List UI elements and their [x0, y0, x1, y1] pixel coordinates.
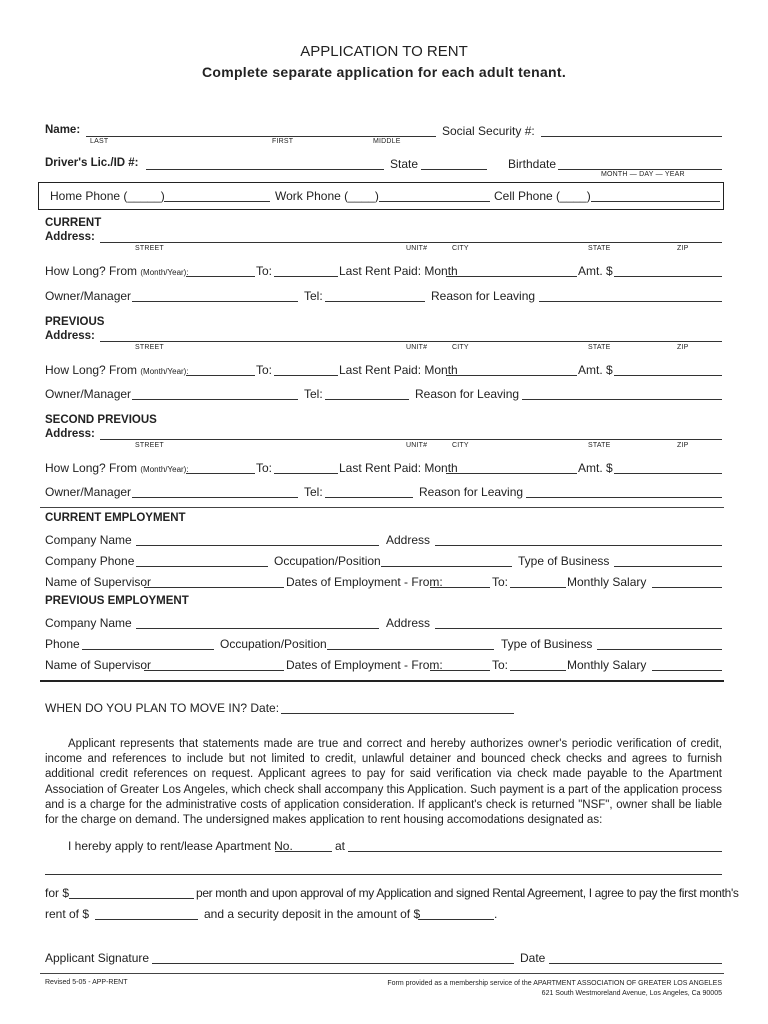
- second-previous-tel-field[interactable]: [325, 485, 413, 498]
- home-phone-field[interactable]: [164, 189, 270, 202]
- divider-move-in: [40, 680, 724, 682]
- previous-dates-from-field[interactable]: [430, 658, 490, 671]
- move-in-date-field[interactable]: [281, 701, 514, 714]
- month-year-hint: (Month/Year):: [140, 367, 189, 376]
- signature-label: Applicant Signature: [45, 951, 150, 965]
- current-last-rent-field[interactable]: [446, 264, 577, 277]
- current-address-heading: CURRENT: [45, 217, 102, 229]
- city-hint: CITY: [452, 245, 469, 252]
- state-hint: STATE: [588, 344, 611, 351]
- how-long-text: How Long? From: [45, 264, 138, 278]
- current-tel-label: Tel:: [304, 289, 323, 303]
- street-hint: STREET: [135, 442, 164, 449]
- previous-dates-to-field[interactable]: [510, 658, 566, 671]
- city-hint: CITY: [452, 442, 469, 449]
- unit-hint: UNIT#: [406, 442, 428, 449]
- previous-owner-label: Owner/Manager: [45, 387, 132, 401]
- previous-tel-label: Tel:: [304, 387, 323, 401]
- current-occupation-field[interactable]: [381, 554, 512, 567]
- footer-address: 621 South Westmoreland Avenue, Los Angeles, Ca 90005: [541, 990, 722, 997]
- second-previous-address-field[interactable]: [100, 427, 722, 440]
- second-previous-amt-field[interactable]: [614, 461, 722, 474]
- birthdate-label: Birthdate: [508, 157, 557, 171]
- second-previous-owner-label: Owner/Manager: [45, 485, 132, 499]
- second-previous-last-rent-field[interactable]: [446, 461, 577, 474]
- second-previous-to-label: To:: [256, 461, 273, 475]
- second-previous-owner-field[interactable]: [132, 485, 298, 498]
- previous-company-address-field[interactable]: [435, 616, 722, 629]
- footer-credit: [387, 979, 722, 999]
- state-hint: STATE: [588, 442, 611, 449]
- zip-hint: ZIP: [677, 245, 689, 252]
- previous-last-rent-label: Last Rent Paid: Month: [339, 363, 458, 377]
- previous-dates-to-label: To:: [492, 658, 509, 672]
- per-month-text: per month and upon approval of my Application and signed Rental Agreement, I agree to pay the first month's: [196, 886, 739, 900]
- previous-company-address-label: Address: [386, 616, 431, 630]
- footer-divider: [40, 973, 724, 974]
- unit-hint: UNIT#: [406, 344, 428, 351]
- current-supervisor-field[interactable]: [144, 575, 284, 588]
- previous-owner-field[interactable]: [132, 387, 298, 400]
- apartment-number-field[interactable]: [275, 839, 332, 852]
- previous-type-business-field[interactable]: [597, 637, 722, 650]
- current-company-address-field[interactable]: [435, 533, 722, 546]
- previous-dates-from-label: Dates of Employment - From:: [286, 658, 443, 672]
- current-dates-to-label: To:: [492, 575, 509, 589]
- name-field[interactable]: [86, 124, 436, 137]
- previous-type-business-label: Type of Business: [501, 637, 593, 651]
- current-employment-heading: CURRENT EMPLOYMENT: [45, 512, 186, 524]
- previous-address-heading: PREVIOUS: [45, 316, 105, 328]
- current-salary-field[interactable]: [652, 575, 722, 588]
- name-label: Name:: [45, 124, 81, 136]
- current-address-field[interactable]: [100, 230, 722, 243]
- current-tel-field[interactable]: [325, 289, 425, 302]
- previous-company-name-field[interactable]: [136, 616, 379, 629]
- previous-employment-heading: PREVIOUS EMPLOYMENT: [45, 595, 189, 607]
- second-previous-address-label: Address:: [45, 428, 95, 440]
- current-amt-field[interactable]: [614, 264, 722, 277]
- ssn-label: Social Security #:: [442, 124, 535, 138]
- cell-phone-field[interactable]: [591, 189, 720, 202]
- divider-employment: [40, 507, 724, 508]
- current-salary-label: Monthly Salary: [567, 575, 647, 589]
- current-supervisor-label: Name of Supervisor: [45, 575, 152, 589]
- current-owner-label: Owner/Manager: [45, 289, 132, 303]
- deposit-period: .: [494, 907, 498, 921]
- current-company-name-field[interactable]: [136, 533, 379, 546]
- for-label: for $: [45, 886, 70, 900]
- previous-amt-field[interactable]: [614, 363, 722, 376]
- previous-reason-field[interactable]: [522, 387, 722, 400]
- previous-to-label: To:: [256, 363, 273, 377]
- home-phone-label: Home Phone (_____): [50, 189, 165, 203]
- current-last-rent-label: Last Rent Paid: Month: [339, 264, 458, 278]
- second-previous-last-rent-label: Last Rent Paid: Month: [339, 461, 458, 475]
- current-owner-field[interactable]: [132, 289, 298, 302]
- city-hint: CITY: [452, 344, 469, 351]
- current-from-field[interactable]: [186, 264, 255, 277]
- street-hint: STREET: [135, 344, 164, 351]
- footer-provided: Form provided as a membership service of the APARTMENT ASSOCIATION OF GREATER LOS ANGELES: [387, 980, 722, 987]
- previous-from-field[interactable]: [186, 363, 255, 376]
- month-year-hint: (Month/Year):: [140, 268, 189, 277]
- previous-occupation-field[interactable]: [327, 637, 494, 650]
- previous-address-field[interactable]: [100, 329, 722, 342]
- current-how-long-label: [45, 264, 189, 278]
- current-company-phone-label: Company Phone: [45, 554, 135, 568]
- second-previous-tel-label: Tel:: [304, 485, 323, 499]
- rent-of-field[interactable]: [95, 907, 198, 920]
- current-dates-to-field[interactable]: [510, 575, 566, 588]
- current-company-address-label: Address: [386, 533, 431, 547]
- signature-date-label: Date: [520, 951, 546, 965]
- second-previous-amt-label: Amt. $: [578, 461, 613, 475]
- current-company-name-label: Company Name: [45, 533, 132, 547]
- work-phone-label: Work Phone (____): [275, 189, 379, 203]
- revision-note: Revised 5-05 - APP-RENT: [45, 979, 128, 986]
- previous-occupation-label: Occupation/Position: [220, 637, 327, 651]
- current-dates-from-label: Dates of Employment - From:: [286, 575, 443, 589]
- previous-to-field[interactable]: [274, 363, 338, 376]
- previous-phone-field[interactable]: [82, 637, 214, 650]
- second-previous-to-field[interactable]: [274, 461, 338, 474]
- dl-label: Driver's Lic./ID #:: [45, 157, 139, 169]
- signature-field[interactable]: [152, 951, 514, 964]
- second-previous-reason-field[interactable]: [526, 485, 722, 498]
- previous-salary-label: Monthly Salary: [567, 658, 647, 672]
- monthly-rent-field[interactable]: [69, 886, 194, 899]
- current-amt-label: Amt. $: [578, 264, 613, 278]
- previous-supervisor-field[interactable]: [144, 658, 284, 671]
- previous-last-rent-field[interactable]: [446, 363, 577, 376]
- unit-hint: UNIT#: [406, 245, 428, 252]
- previous-how-long-label: [45, 363, 189, 377]
- previous-address-label: Address:: [45, 330, 95, 342]
- second-previous-from-field[interactable]: [186, 461, 255, 474]
- agreement-text: Applicant represents that statements made are true and correct and hereby authorizes owner's periodic verification of credit, income and references to include but not limited to credit, unlawful detainer and bounced check checks and agrees to furnish additional credit references on request. Applicant agrees to pay for said verification via check made payable to the Apartment Association of Greater Los Angeles, which check shall accompany this Application. Such payment is a part of the application process and is a charge for the administrative costs of application consideration. If applicant's check is returned "NSF", owner shall be liable for the charge on demand. The undersigned makes application to rent housing accomodations designated as:: [45, 738, 722, 827]
- current-occupation-label: Occupation/Position: [274, 554, 381, 568]
- second-previous-reason-label: Reason for Leaving: [419, 485, 524, 499]
- form-subtitle: Complete separate application for each adult tenant.: [201, 64, 567, 80]
- current-reason-label: Reason for Leaving: [431, 289, 536, 303]
- previous-company-name-label: Company Name: [45, 616, 132, 630]
- apply-label: I hereby apply to rent/lease Apartment No.: [68, 839, 293, 853]
- current-type-business-field[interactable]: [614, 554, 722, 567]
- state-label: State: [390, 157, 419, 171]
- current-to-label: To:: [256, 264, 273, 278]
- how-long-text: How Long? From: [45, 461, 138, 475]
- current-dates-from-field[interactable]: [430, 575, 490, 588]
- previous-phone-label: Phone: [45, 637, 80, 651]
- zip-hint: ZIP: [677, 442, 689, 449]
- previous-reason-label: Reason for Leaving: [415, 387, 520, 401]
- previous-supervisor-label: Name of Supervisor: [45, 658, 152, 672]
- birthdate-hint: MONTH — DAY — YEAR: [601, 171, 685, 178]
- zip-hint: ZIP: [677, 344, 689, 351]
- deposit-label: and a security deposit in the amount of $: [204, 907, 421, 921]
- previous-tel-field[interactable]: [325, 387, 409, 400]
- middle-hint: MIDDLE: [373, 138, 401, 145]
- second-previous-address-heading: SECOND PREVIOUS: [45, 414, 157, 426]
- current-company-phone-field[interactable]: [136, 554, 268, 567]
- state-hint: STATE: [588, 245, 611, 252]
- apartment-address-field-2[interactable]: [45, 862, 722, 875]
- current-reason-field[interactable]: [539, 289, 722, 302]
- second-previous-how-long-label: [45, 461, 189, 475]
- dl-state-field[interactable]: [421, 157, 487, 170]
- form-title: APPLICATION TO RENT: [300, 43, 468, 60]
- move-in-label: WHEN DO YOU PLAN TO MOVE IN? Date:: [45, 701, 280, 715]
- month-year-hint: (Month/Year):: [140, 465, 189, 474]
- current-address-label: Address:: [45, 231, 95, 243]
- apartment-address-field[interactable]: [348, 839, 722, 852]
- current-type-business-label: Type of Business: [518, 554, 610, 568]
- at-label: at: [335, 839, 346, 853]
- cell-phone-label: Cell Phone (____): [494, 189, 591, 203]
- street-hint: STREET: [135, 245, 164, 252]
- current-to-field[interactable]: [274, 264, 338, 277]
- birthdate-field[interactable]: [558, 157, 722, 170]
- last-hint: LAST: [90, 138, 109, 145]
- work-phone-field[interactable]: [379, 189, 490, 202]
- previous-salary-field[interactable]: [652, 658, 722, 671]
- ssn-field[interactable]: [541, 124, 722, 137]
- signature-date-field[interactable]: [549, 951, 722, 964]
- first-hint: FIRST: [272, 138, 294, 145]
- previous-amt-label: Amt. $: [578, 363, 613, 377]
- rent-of-label: rent of $: [45, 907, 90, 921]
- deposit-field[interactable]: [418, 907, 494, 920]
- agreement-paragraph: [45, 737, 722, 828]
- dl-field[interactable]: [146, 157, 384, 170]
- how-long-text: How Long? From: [45, 363, 138, 377]
